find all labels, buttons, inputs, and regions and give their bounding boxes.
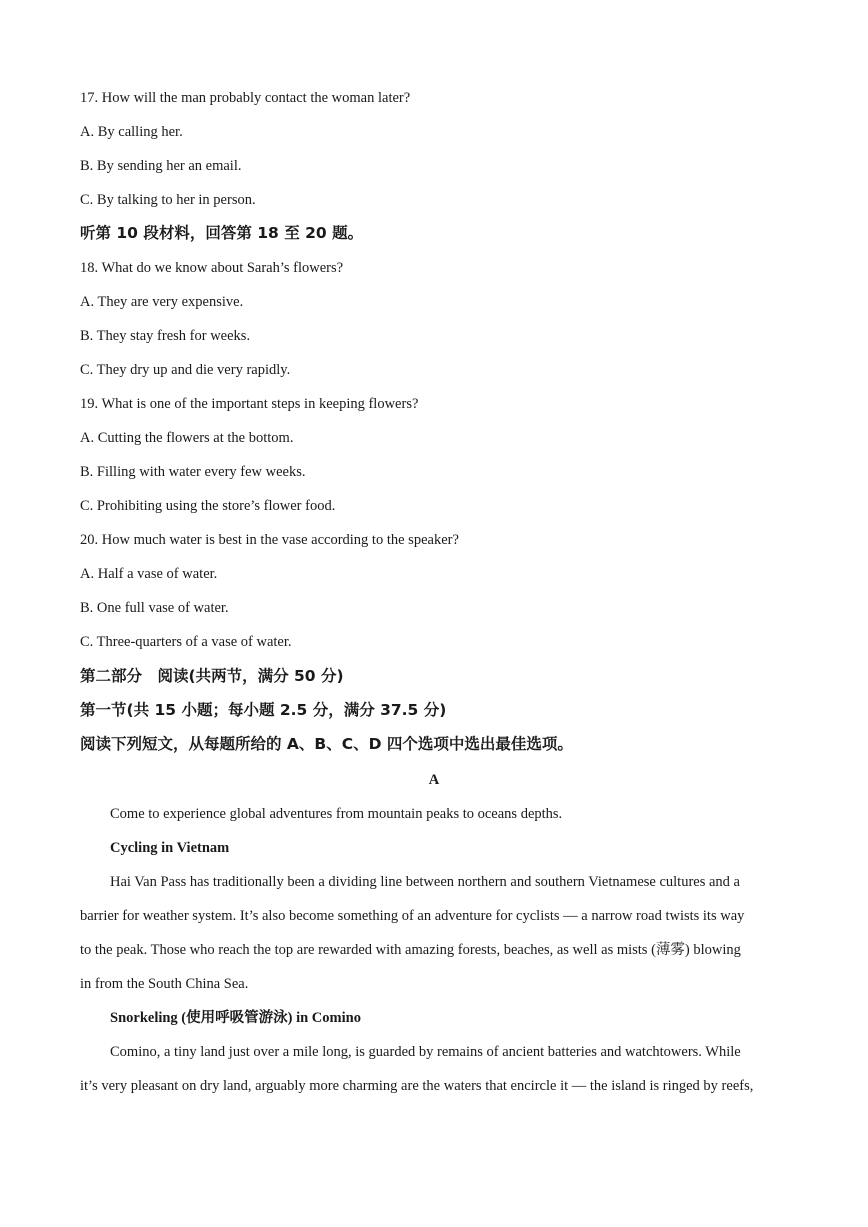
option-18-c: C. They dry up and die very rapidly.	[80, 362, 291, 378]
question-17: 17. How will the man probably contact the woman later?	[80, 90, 411, 106]
paragraph-1-line-1: Hai Van Pass has traditionally been a dividing line between northern and southern Vietnamese cultures and a	[110, 874, 740, 890]
reading-instruction: 阅读下列短文，从每题所给的 A、B、C、D 四个选项中选出最佳选项。	[80, 735, 573, 753]
question-18: 18. What do we know about Sarah’s flowers?	[80, 260, 344, 276]
option-20-a: A. Half a vase of water.	[80, 566, 218, 582]
option-19-b: B. Filling with water every few weeks.	[80, 464, 306, 480]
option-19-a: A. Cutting the flowers at the bottom.	[80, 430, 294, 446]
option-18-b: B. They stay fresh for weeks.	[80, 328, 251, 344]
paragraph-1-line-4: in from the South China Sea.	[80, 976, 249, 992]
paragraph-1-line-3: to the peak. Those who reach the top are rewarded with amazing forests, beaches, as well as mists (薄雾) blowing	[80, 942, 741, 958]
paragraph-2-line-1: Comino, a tiny land just over a mile long, is guarded by remains of ancient batteries and watchtowers. While	[110, 1044, 741, 1060]
option-20-b: B. One full vase of water.	[80, 600, 229, 616]
question-20: 20. How much water is best in the vase according to the speaker?	[80, 532, 459, 548]
part-2-heading: 第二部分 阅读(共两节，满分 50 分)	[80, 667, 344, 685]
passage-intro: Come to experience global adventures from mountain peaks to oceans depths.	[110, 806, 563, 822]
subheading-snorkeling-comino: Snorkeling (使用呼吸管游泳) in Comino	[110, 1010, 361, 1026]
option-17-b: B. By sending her an email.	[80, 158, 242, 174]
passage-label: A	[428, 772, 440, 788]
section-10-heading: 听第 10 段材料，回答第 18 至 20 题。	[80, 224, 364, 242]
question-19: 19. What is one of the important steps in keeping flowers?	[80, 396, 419, 412]
option-17-a: A. By calling her.	[80, 124, 183, 140]
section-1-heading: 第一节(共 15 小题；每小题 2.5 分，满分 37.5 分)	[80, 701, 447, 719]
subheading-cycling-vietnam: Cycling in Vietnam	[110, 840, 230, 856]
option-20-c: C. Three-quarters of a vase of water.	[80, 634, 292, 650]
paragraph-2-line-2: it’s very pleasant on dry land, arguably more charming are the waters that encircle it — the island is ringed by reefs,	[80, 1078, 754, 1094]
paragraph-1-line-2: barrier for weather system. It’s also become something of an adventure for cyclists — a narrow road twists its way	[80, 908, 745, 924]
option-17-c: C. By talking to her in person.	[80, 192, 256, 208]
option-19-c: C. Prohibiting using the store’s flower food.	[80, 498, 336, 514]
option-18-a: A. They are very expensive.	[80, 294, 244, 310]
